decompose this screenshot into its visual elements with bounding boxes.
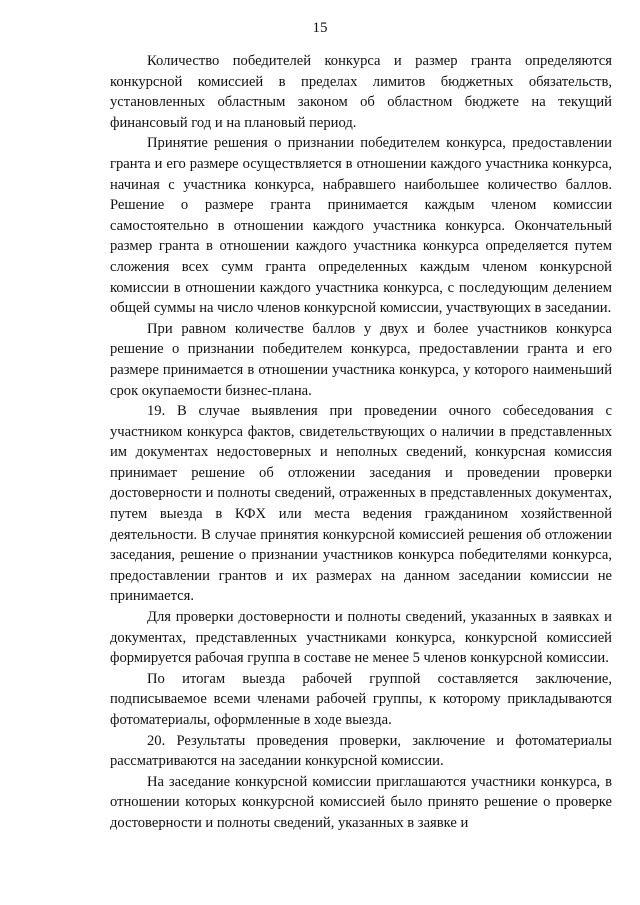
paragraph: Принятие решения о признании победителем конкурса, предоставлении гранта и его размере осуществляется в отношении каждого участника конкурса, начиная с участника конкурса, набравшего наибольшее количество баллов. Решение о размере гранта принимается каждым членом комиссии самостоятельно в отношении каждого участника конкурса. Окончательный размер гранта в отношении каждого участника конкурса определяется путем сложения всех сумм гранта определенных каждым членом конкурсной комиссии в отношении каждого участника конкурса, с последующим делением общей суммы на число членов конкурсной комиссии, участвующих в заседании. [110,135,612,317]
paragraph: 19. В случае выявления при проведении очного собеседования с участником конкурса фактов, свидетельствующих о наличии в представленных им документах недостоверных и неполных сведений, конкурсная комиссия принимает решение об отложении заседания и проведении проверки достоверности и полноты сведений, отраженных в представленных документах, путем выезда в КФХ или места ведения гражданином хозяйственной деятельности. В случае принятия конкурсной комиссией решения об отложении заседания, решение о признании участников конкурса победителями конкурса, предоставлении грантов и их размерах на данном заседании комиссии не принимается. [110,403,612,605]
document-body [110,51,612,834]
paragraph: На заседание конкурсной комиссии приглашаются участники конкурса, в отношении которых конкурсной комиссией было принято решение о проверке достоверности и полноты сведений, указанных в заявке и [110,773,612,831]
paragraph: Количество победителей конкурса и размер гранта определяются конкурсной комиссией в пределах лимитов бюджетных обязательств, установленных областным законом об областном бюджете на текущий финансовый год и на плановый период. [110,53,612,131]
page-number: 15 [312,20,328,36]
paragraph: 20. Результаты проведения проверки, заключение и фотоматериалы рассматриваются на заседании конкурсной комиссии. [110,732,612,770]
paragraph: При равном количестве баллов у двух и более участников конкурса решение о признании победителем конкурса, предоставлении гранта и его размере принимается в отношении участника конкурса, у которого наименьший срок окупаемости бизнес-плана. [110,320,612,399]
paragraph: Для проверки достоверности и полноты сведений, указанных в заявках и документах, представленных участниками конкурса, конкурсной комиссией формируется рабочая группа в составе не менее 5 членов конкурсной комиссии. [110,609,612,667]
paragraph: По итогам выезда рабочей группой составляется заключение, подписываемое всеми членами рабочей группы, к которому прикладываются фотоматериалы, оформленные в ходе выезда. [110,670,612,728]
